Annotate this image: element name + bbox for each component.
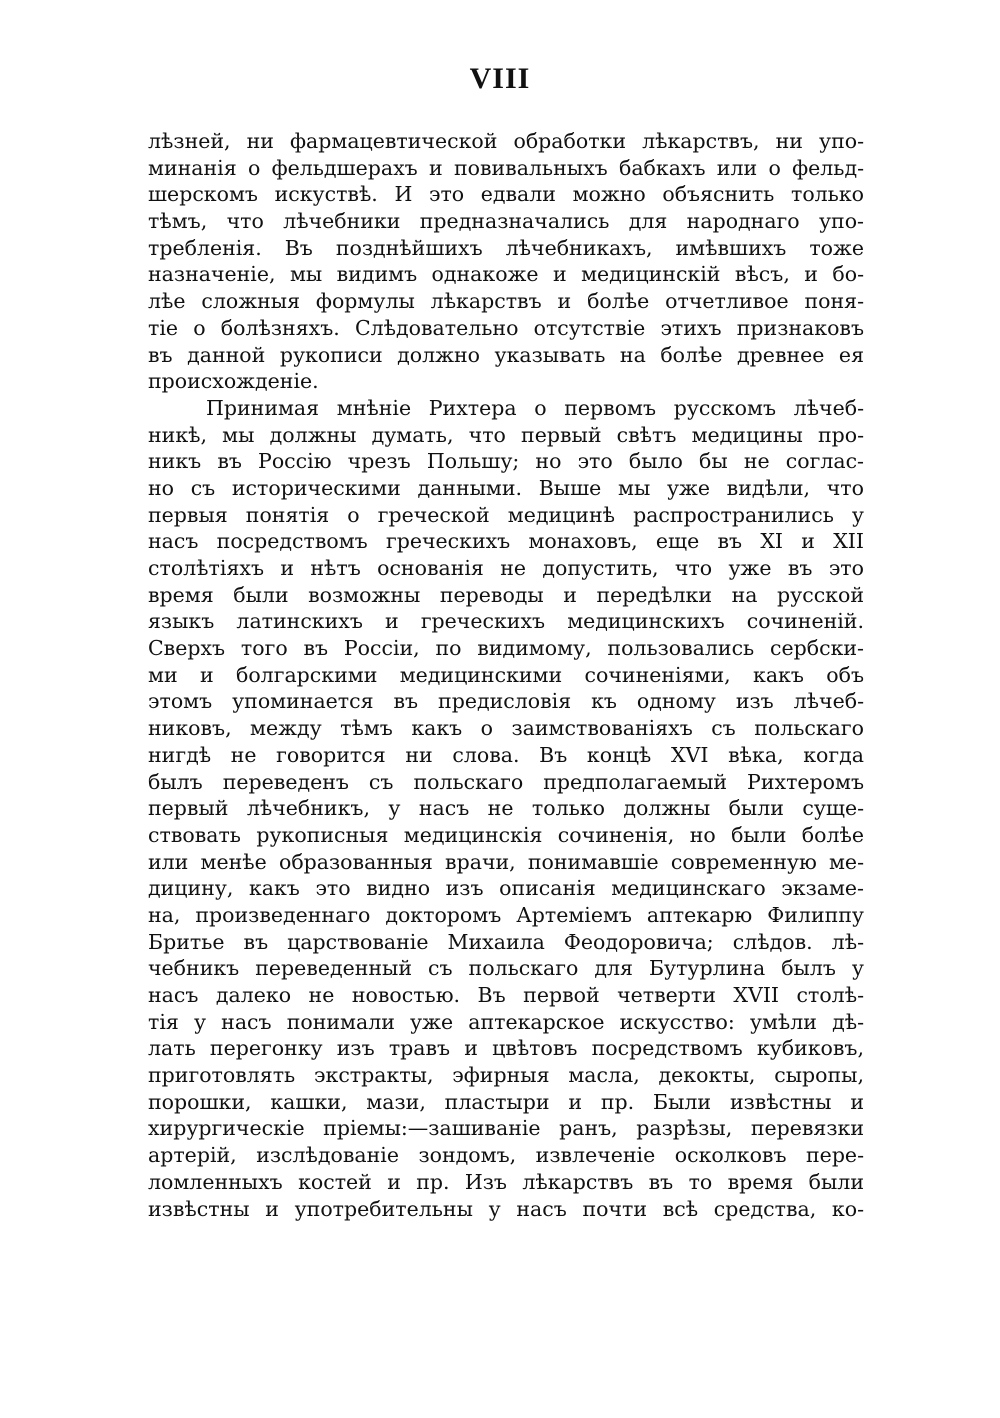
text-line: хирургическіе пріемы:—зашиваніе ранъ, разрѣзы, перевязки xyxy=(148,1116,864,1141)
text-line: Сверхъ того въ Россіи, по видимому, пользовались сербски- xyxy=(148,636,864,661)
text-line: ми и болгарскими медицинскими сочиненіями, какъ объ xyxy=(148,662,864,687)
text-line: на, произведеннаго докторомъ Артеміемъ аптекарю Филиппу xyxy=(148,902,864,927)
text-line: лѣе сложныя формулы лѣкарствъ и болѣе отчетливое поня- xyxy=(148,289,864,314)
text-line: порошки, кашки, мази, пластыри и пр. Были извѣстны и xyxy=(148,1089,864,1114)
text-line: никѣ, мы должны думать, что первый свѣтъ медицины про- xyxy=(148,422,864,447)
text-line: насъ далеко не новостью. Въ первой четверти XVII столѣ- xyxy=(148,983,864,1007)
text-line: Бритье въ царствованіе Михаила Феодоровича; слѣдов. лѣ- xyxy=(148,929,864,954)
text-line: Принимая мнѣніе Рихтера о первомъ русскомъ лѣчеб- xyxy=(206,395,864,420)
text-line: назначеніе, мы видимъ однакоже и медицинскій вѣсъ, и бо- xyxy=(148,262,864,287)
text-line: нигдѣ не говорится ни слова. Въ концѣ XVI вѣка, когда xyxy=(148,742,864,767)
text-line: минанія о фельдшерахъ и повивальныхъ бабкахъ или о фельд- xyxy=(148,155,864,180)
text-line: никовъ, между тѣмъ какъ о заимствованіяхъ съ польскаго xyxy=(148,716,864,741)
text-line: языкъ латинскихъ и греческихъ медицинскихъ сочиненій. xyxy=(148,609,864,634)
text-line: этомъ упоминается въ предисловія къ одному изъ лѣчеб- xyxy=(148,689,864,714)
text-line: но съ историческими данными. Выше мы уже видѣли, что xyxy=(148,475,864,500)
text-line: первый лѣчебникъ, у насъ не только должны были суще- xyxy=(148,796,864,821)
text-line: тія у насъ понимали уже аптекарское искусство: умѣли дѣ- xyxy=(148,1009,864,1034)
text-line: происхожденіе. xyxy=(148,369,319,394)
text-line: ствовать рукописныя медицинскія сочиненія, но были болѣе xyxy=(148,822,864,847)
text-line: или менѣе образованныя врачи, понимавшіе современную ме- xyxy=(148,849,864,874)
text-line: первыя понятія о греческой медицинѣ распространились у xyxy=(148,502,864,527)
text-line: дицину, какъ это видно изъ описанія медицинскаго экзаме- xyxy=(148,876,864,901)
body-text xyxy=(148,128,864,1222)
text-line: извѣстны и употребительны у насъ почти всѣ средства, ко- xyxy=(148,1196,864,1221)
text-line: лѣзней, ни фармацевтической обработки лѣкарствъ, ни упо- xyxy=(148,129,864,153)
text-line: артерій, изслѣдованіе зондомъ, извлеченіе осколковъ пере- xyxy=(148,1143,864,1168)
text-line: лать перегонку изъ травъ и цвѣтовъ посредствомъ кубиковъ, xyxy=(148,1036,864,1061)
text-line: требленія. Въ позднѣйшихъ лѣчебникахъ, имѣвшихъ тоже xyxy=(148,235,864,260)
text-line: въ данной рукописи должно указывать на болѣе древнее ея xyxy=(148,342,864,367)
text-line: былъ переведенъ съ польскаго предполагаемый Рихтеромъ xyxy=(148,769,864,794)
text-line: тѣмъ, что лѣчебники предназначались для народнаго упо- xyxy=(148,209,864,234)
text-line: шерскомъ искуствѣ. И это едвали можно объяснить только xyxy=(148,182,864,207)
text-line: никъ въ Россію чрезъ Польшу; но это было бы не соглас- xyxy=(148,449,864,474)
text-line: чебникъ переведенный съ польскаго для Бутурлина былъ у xyxy=(148,956,864,981)
text-line: ломленныхъ костей и пр. Изъ лѣкарствъ въ то время были xyxy=(148,1169,864,1194)
text-line: столѣтіяхъ и нѣтъ основанія не допустить, что уже въ это xyxy=(148,556,864,580)
page-number: VIII xyxy=(469,62,531,95)
text-line: время были возможны переводы и передѣлки на русской xyxy=(148,582,864,607)
text-line: приготовлять экстракты, эфирныя масла, декокты, сыропы, xyxy=(148,1063,864,1088)
text-line: насъ посредствомъ греческихъ монаховъ, еще въ XI и XII xyxy=(148,529,864,554)
text-line: тіе о болѣзняхъ. Слѣдовательно отсутствіе этихъ признаковъ xyxy=(148,315,864,340)
